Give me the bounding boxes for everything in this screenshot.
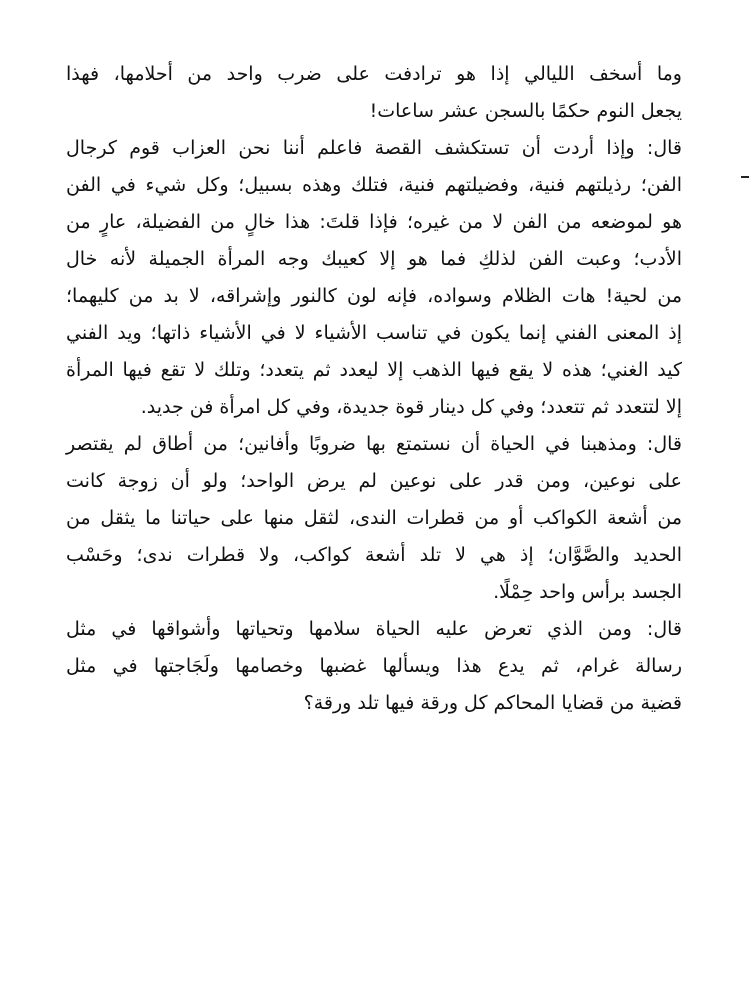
text-line: الجسد برأس واحد حِمْلًا.: [493, 581, 682, 603]
paragraph-3: [66, 426, 682, 611]
document-body: [66, 56, 682, 722]
text-line: كيد الغني؛ هذه لا يقع فيها الذهب إلا ليعدد ثم يتعدد؛ وتلك لا تقع فيها المرأة: [66, 359, 682, 381]
text-line: قضية من قضايا المحاكم كل ورقة فيها تلد ورقة؟: [303, 692, 682, 714]
text-line: الأدب؛ وعبت الفن لذلكِ فما هو إلا كعيبك وجه المرأة الجميلة لأنه خال: [66, 248, 682, 270]
text-line: إذ المعنى الفني إنما يكون في تناسب الأشياء لا في الأشياء ذاتها؛ ويد الفني: [66, 322, 682, 344]
text-line: قال: وإذا أردت أن تستكشف القصة فاعلم أننا نحن العزاب قوم كرجال: [66, 137, 682, 159]
text-line: الحديد والصَّوَّان؛ إذ هي لا تلد أشعة كواكب، ولا قطرات ندى؛ وحَسْب: [66, 544, 682, 566]
text-line: قال: ومن الذي تعرض عليه الحياة سلامها وتحياتها وأشواقها في مثل: [66, 618, 682, 640]
text-line: من أشعة الكواكب أو من قطرات الندى، لثقل منها على حياتنا ما يثقل من: [66, 507, 682, 529]
text-line: الفن؛ رذيلتهم فنية، وفضيلتهم فنية، فتلك وهذه بسبيل؛ وكل شيء في الفن: [66, 174, 682, 196]
text-line: على نوعين، ومن قدر على نوعين لم يرض الواحد؛ ولو أن زوجة كانت: [66, 470, 682, 492]
text-line: قال: ومذهبنا في الحياة أن نستمتع بها ضروبًا وأفانين؛ من أطاق لم يقتصر: [66, 433, 682, 455]
text-line: رسالة غرام، ثم يدع هذا ويسألها غضبها وخصامها ولَجَاجتها في مثل: [66, 655, 682, 677]
text-line: من لحية! هات الظلام وسواده، فإنه لون كالنور وإشراقه، لا بد من كليهما؛: [66, 285, 682, 307]
text-line: وما أسخف الليالي إذا هو ترادفت على ضرب واحد من أحلامها، فهذا: [66, 63, 682, 85]
text-line: هو لموضعه من الفن لا من غيره؛ فإذا قلتَ: هذا خالٍ من الفضيلة، عارٍ من: [66, 211, 682, 233]
text-line: إلا لتتعدد ثم تتعدد؛ وفي كل دينار قوة جديدة، وفي كل امرأة فن جديد.: [140, 396, 682, 418]
paragraph-1: [66, 56, 682, 130]
paragraph-2: [66, 130, 682, 426]
text-line: يجعل النوم حكمًا بالسجن عشر ساعات!: [369, 100, 682, 122]
margin-dash-mark: [741, 176, 749, 178]
paragraph-4: [66, 611, 682, 722]
